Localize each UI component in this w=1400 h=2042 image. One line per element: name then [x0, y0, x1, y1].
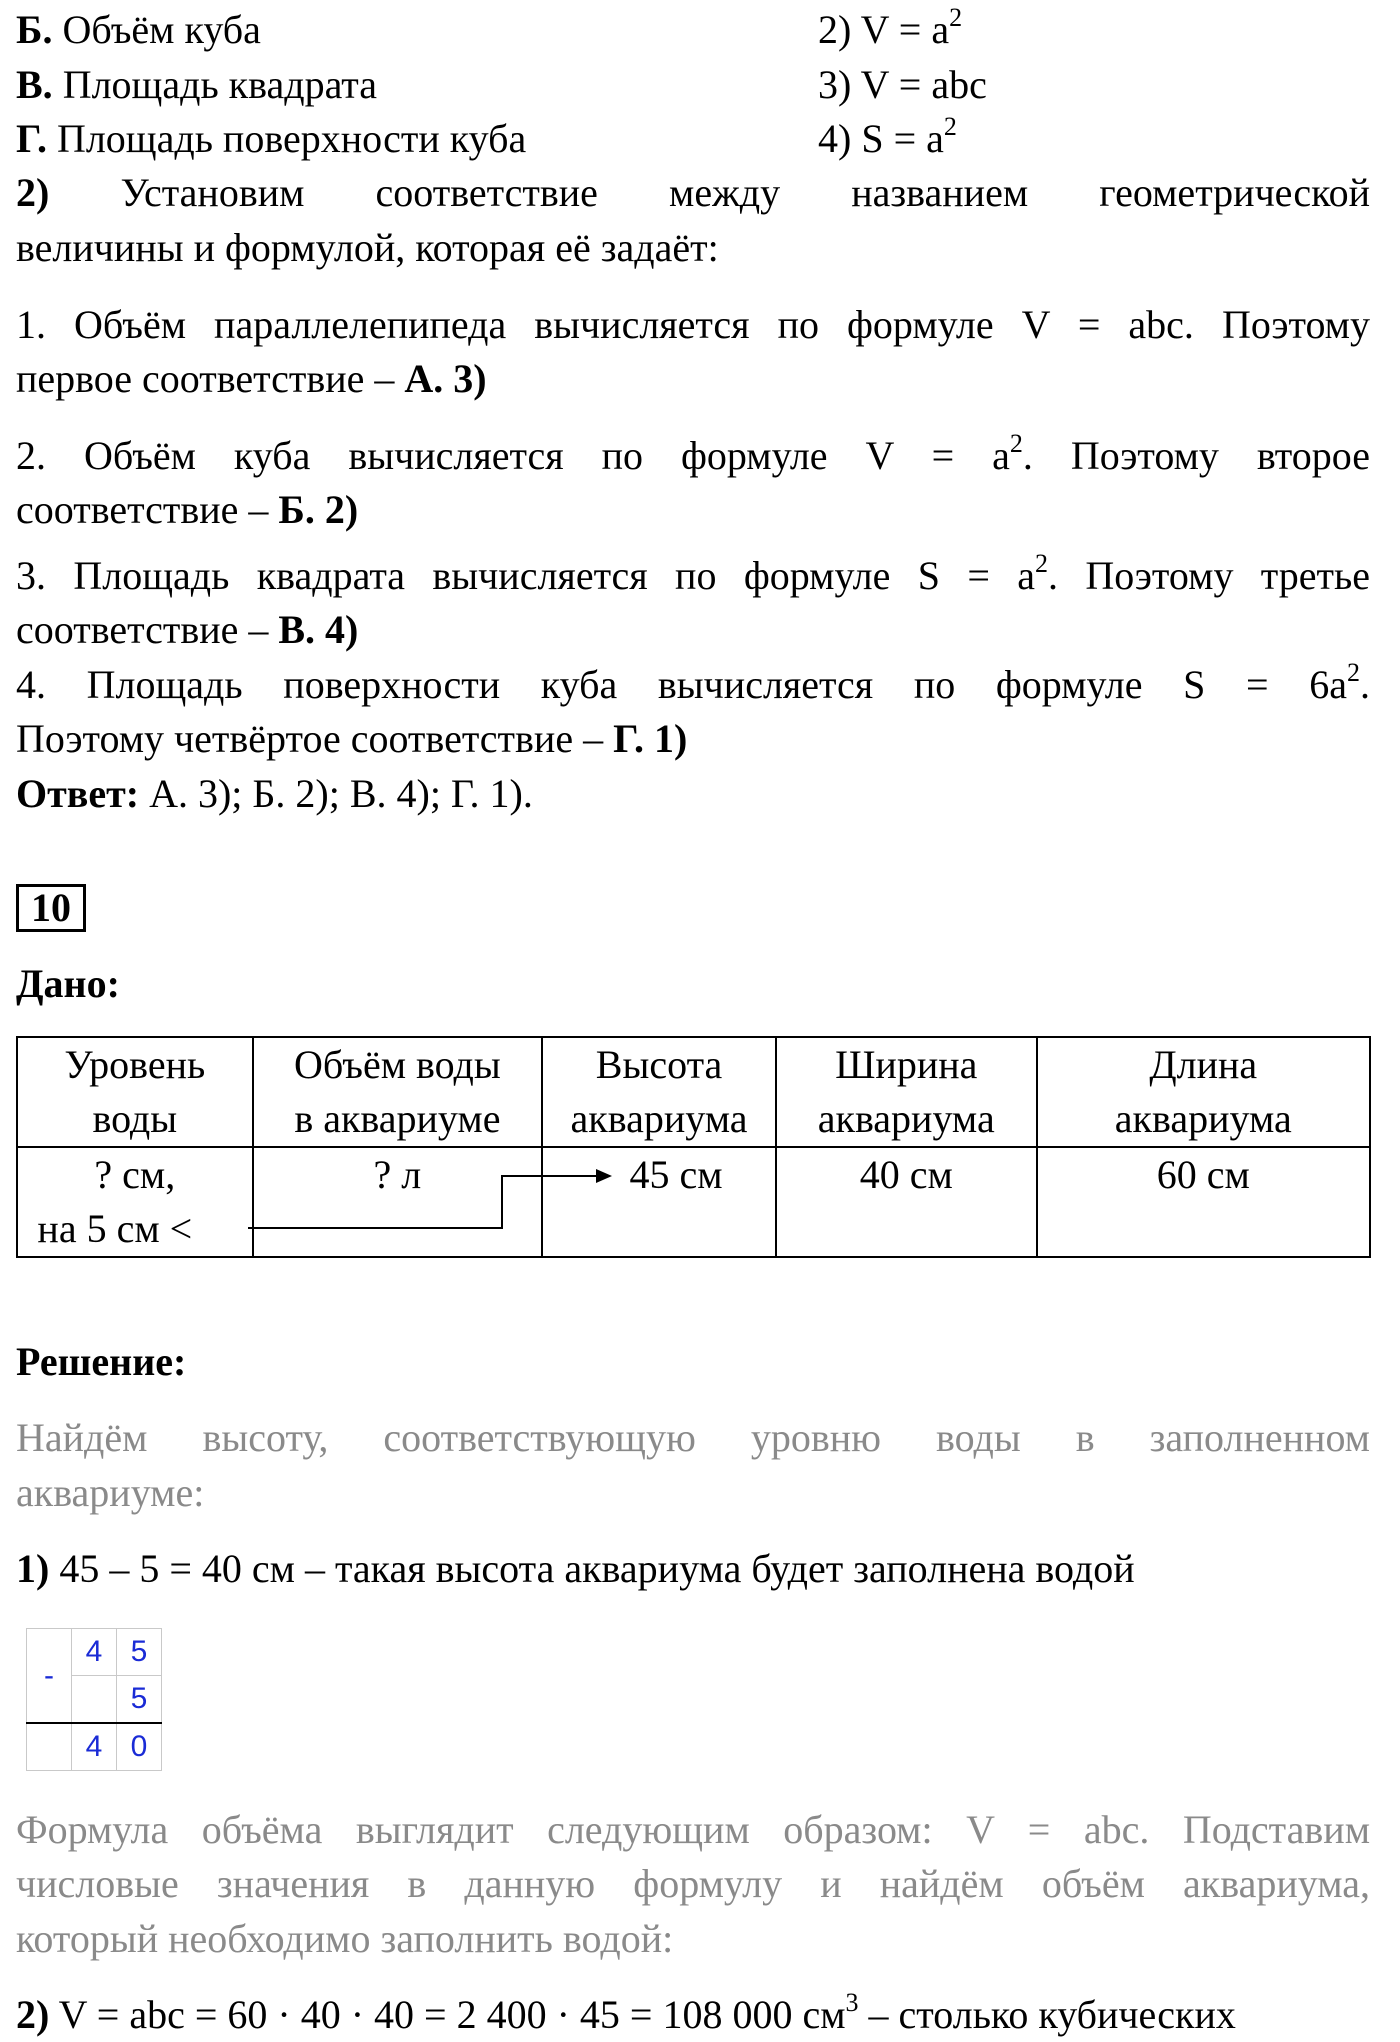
match-right-3: 4) $S = a^2$ — [818, 112, 957, 161]
calc-digit — [27, 1723, 72, 1771]
answer-line: Ответ: А. 3); Б. 2); В. 4); Г. 1). — [16, 771, 533, 816]
formula-text-line1: Формула объёма выглядит следующим образом: V = abc. Подставим — [16, 1807, 1370, 1852]
cell-width: 40 см — [776, 1147, 1037, 1257]
header-water-volume: Объём воды в аквариуме — [253, 1037, 543, 1147]
match-right-2: 3) V = abc — [818, 62, 987, 107]
match-right-1: 2) $V = a^2$ — [818, 3, 963, 52]
calc-digit: 4 — [72, 1629, 117, 1676]
solution-label: Решение: — [16, 1339, 187, 1384]
calc-sign: - — [27, 1629, 72, 1724]
formula-text-line3: который необходимо заполнить водой: — [16, 1916, 674, 1961]
match-left-3: Г. Площадь поверхности куба — [16, 116, 527, 161]
solution-intro-line2: аквариуме: — [16, 1470, 205, 1515]
calc-row-minuend — [27, 1629, 162, 1676]
header-length: Длина аквариума — [1037, 1037, 1370, 1147]
given-table-value-row — [17, 1147, 1370, 1257]
calc-digit: 0 — [117, 1723, 162, 1771]
step-3-line2: соответствие – В. 4) — [16, 607, 359, 652]
formula-text-line2: числовые значения в данную формулу и найдём объём аквариума, — [16, 1861, 1370, 1906]
step2-line: 2) V = abc = 60 · 40 · 40 = 2 400 · 45 = 108 000 $см^3$ – столько кубических — [16, 1988, 1236, 2037]
solution-intro-line1: Найдём высоту, соответствующую уровню воды в заполненном — [16, 1415, 1370, 1460]
match-left-1: Б. Объём куба — [16, 7, 261, 52]
cell-water-volume: ? л — [253, 1147, 543, 1257]
calc-digit: 4 — [72, 1723, 117, 1771]
header-width: Ширина аквариума — [776, 1037, 1037, 1147]
calc-digit: 5 — [117, 1629, 162, 1676]
calc-digit: 5 — [117, 1676, 162, 1724]
calc-row-result — [27, 1723, 162, 1771]
cell-length: 60 см — [1037, 1147, 1370, 1257]
calc-digit — [72, 1676, 117, 1724]
step-4-line2: Поэтому четвёртое соответствие – Г. 1) — [16, 716, 688, 761]
header-height: Высота аквариума — [542, 1037, 776, 1147]
header-water-level: Уровень воды — [17, 1037, 253, 1147]
step-4-line1: 4. Площадь поверхности куба вычисляется по формуле $S = 6a^2$. — [16, 658, 1370, 707]
step-3-line1: 3. Площадь квадрата вычисляется по формуле $S = a^2$. Поэтому третье — [16, 549, 1370, 598]
step-1-line1: 1. Объём параллелепипеда вычисляется по формуле V = abc. Поэтому — [16, 302, 1370, 347]
given-table-header-row — [17, 1037, 1370, 1147]
cell-height: 45 см — [542, 1147, 776, 1257]
given-label: Дано: — [16, 961, 120, 1006]
step1-line: 1) 45 – 5 = 40 см – такая высота аквариума будет заполнена водой — [16, 1546, 1135, 1591]
step-2-line2: соответствие – Б. 2) — [16, 487, 359, 532]
part2-line2: величины и формулой, которая её задаёт: — [16, 225, 719, 270]
column-subtraction — [26, 1628, 162, 1771]
task-number-box: 10 — [16, 884, 86, 932]
given-table — [16, 1036, 1371, 1258]
part2-line1: 2) Установим соответствие между названием геометрической — [16, 170, 1370, 215]
step-2-line1: 2. Объём куба вычисляется по формуле $V = a^2$. Поэтому второе — [16, 429, 1370, 478]
step-1-line2: первое соответствие – А. 3) — [16, 356, 487, 401]
match-left-2: В. Площадь квадрата — [16, 62, 378, 107]
cell-water-level: ? см, на 5 см < — [17, 1147, 253, 1257]
